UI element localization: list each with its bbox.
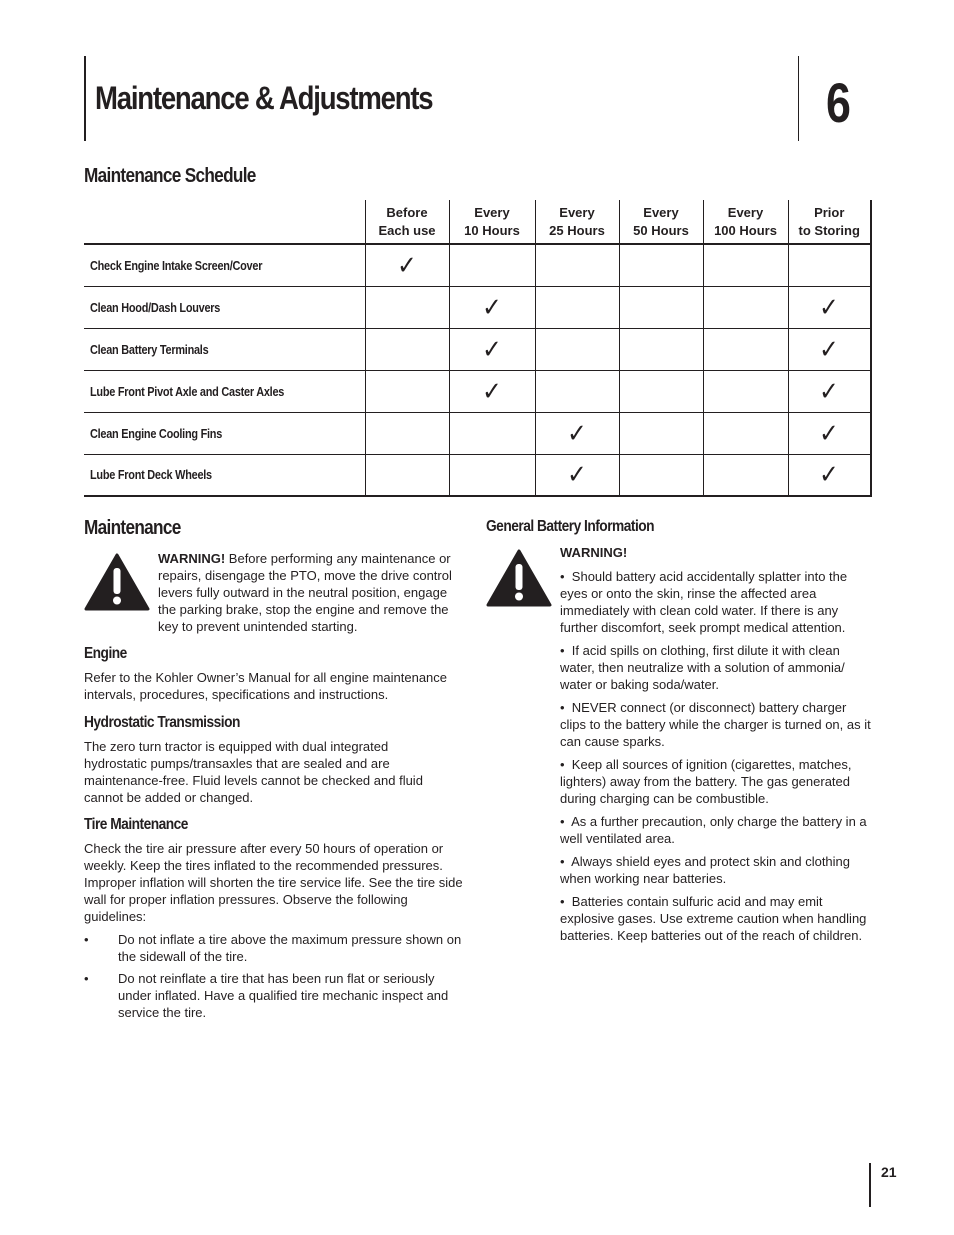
task-cell: Lube Front Deck Wheels bbox=[90, 467, 212, 483]
schedule-cell bbox=[449, 370, 535, 412]
bullet-icon: • bbox=[560, 894, 565, 909]
table-header-cell: Every 10 Hours bbox=[449, 200, 535, 244]
checkmark-icon: ✓ bbox=[819, 291, 840, 322]
footer-rule bbox=[869, 1163, 871, 1207]
schedule-cell bbox=[619, 412, 703, 454]
schedule-heading: Maintenance Schedule bbox=[84, 165, 256, 187]
bullet-icon: • bbox=[84, 971, 89, 986]
table-row bbox=[84, 244, 871, 286]
schedule-cell bbox=[365, 328, 449, 370]
list-item: • Should battery acid accidentally splatter into the eyes or onto the skin, rinse the affected area immediately with clean cold water. If there is any further discomfort, seek prompt medical attention. bbox=[560, 569, 848, 635]
schedule-cell bbox=[788, 412, 871, 454]
schedule-cell bbox=[535, 454, 619, 496]
bullet-icon: • bbox=[560, 757, 565, 772]
schedule-cell bbox=[703, 412, 788, 454]
table-row bbox=[84, 370, 871, 412]
table-header-row bbox=[84, 200, 871, 244]
schedule-cell bbox=[365, 244, 449, 286]
engine-heading: Engine bbox=[84, 645, 127, 662]
schedule-cell bbox=[788, 328, 871, 370]
schedule-cell bbox=[535, 328, 619, 370]
schedule-cell bbox=[703, 328, 788, 370]
task-cell: Lube Front Pivot Axle and Caster Axles bbox=[90, 383, 285, 399]
table-header-cell: Every 100 Hours bbox=[703, 200, 788, 244]
table-header-cell: Before Each use bbox=[365, 200, 449, 244]
list-item: • Do not inflate a tire above the maximum pressure shown on the sidewall of the tire. bbox=[84, 932, 462, 964]
schedule-cell bbox=[703, 370, 788, 412]
table-row bbox=[84, 286, 871, 328]
schedule-cell bbox=[449, 286, 535, 328]
chapter-rule bbox=[798, 56, 799, 141]
warning-triangle-icon bbox=[84, 553, 150, 611]
schedule-cell bbox=[703, 244, 788, 286]
page-title: Maintenance & Adjustments bbox=[95, 80, 433, 116]
tire-text: Check the tire air pressure after every 50 hours of operation or weekly. Keep the tires inflated to the recommended pressures. Improper inflation will shorten the tire service life. See the tire side wall for proper inflation pressures. Observe the following guidelines: bbox=[84, 841, 463, 924]
task-cell: Check Engine Intake Screen/Cover bbox=[90, 257, 263, 273]
list-item: • Batteries contain sulfuric acid and may emit explosive gases. Use extreme caution when handling batteries. Keep batteries out of the reach of children. bbox=[560, 894, 867, 943]
schedule-cell bbox=[788, 244, 871, 286]
task-cell: Clean Battery Terminals bbox=[90, 341, 209, 357]
schedule-cell bbox=[788, 286, 871, 328]
schedule-cell bbox=[449, 412, 535, 454]
schedule-cell bbox=[365, 370, 449, 412]
bullet-icon: • bbox=[560, 814, 565, 829]
table-header-blank bbox=[84, 200, 365, 244]
checkmark-icon: ✓ bbox=[567, 459, 587, 490]
chapter-number: 6 bbox=[826, 71, 851, 134]
list-item: • If acid spills on clothing, first dilute it with clean water, then neutralize with a solution of ammonia/ water or baking soda/water. bbox=[560, 643, 845, 692]
list-item: • Always shield eyes and protect skin and clothing when working near batteries. bbox=[560, 854, 851, 886]
schedule-cell bbox=[535, 370, 619, 412]
schedule-cell bbox=[619, 328, 703, 370]
bullet-icon: • bbox=[560, 854, 565, 869]
checkmark-icon: ✓ bbox=[482, 375, 502, 406]
engine-text: Refer to the Kohler Owner’s Manual for all engine maintenance intervals, procedures, specifications and instructions. bbox=[84, 670, 448, 702]
checkmark-icon: ✓ bbox=[567, 417, 587, 448]
table-row bbox=[84, 412, 871, 454]
header-rule bbox=[84, 56, 86, 141]
schedule-cell bbox=[619, 286, 703, 328]
battery-heading: General Battery Information bbox=[486, 518, 655, 535]
schedule-cell bbox=[703, 286, 788, 328]
hydrostatic-heading: Hydrostatic Transmission bbox=[84, 714, 240, 731]
schedule-cell bbox=[788, 454, 871, 496]
table-row bbox=[84, 328, 871, 370]
checkmark-icon: ✓ bbox=[819, 375, 840, 406]
list-item: • As a further precaution, only charge the battery in a well ventilated area. bbox=[560, 814, 867, 846]
schedule-cell bbox=[365, 412, 449, 454]
schedule-cell bbox=[788, 370, 871, 412]
schedule-cell bbox=[535, 412, 619, 454]
list-item: • Do not reinflate a tire that has been run flat or seriously under inflated. Have a qualified tire mechanic inspect and service the tire. bbox=[84, 971, 449, 1020]
checkmark-icon: ✓ bbox=[482, 333, 502, 364]
list-item: • NEVER connect (or disconnect) battery charger clips to the battery while the charger is turned on, as it can cause sparks. bbox=[560, 700, 871, 749]
schedule-cell bbox=[449, 244, 535, 286]
checkmark-icon: ✓ bbox=[819, 459, 840, 490]
bullet-icon: • bbox=[84, 932, 89, 947]
schedule-cell bbox=[619, 370, 703, 412]
maintenance-warning bbox=[158, 550, 468, 635]
schedule-cell bbox=[619, 244, 703, 286]
table-header-cell: Every 50 Hours bbox=[619, 200, 703, 244]
maintenance-heading: Maintenance bbox=[84, 517, 181, 539]
hydrostatic-text: The zero turn tractor is equipped with dual integrated hydrostatic pumps/transaxles that are sealed and are maintenance-free. Fluid levels cannot be checked and fluid cannot be added or changed. bbox=[84, 739, 423, 805]
checkmark-icon: ✓ bbox=[819, 333, 840, 364]
table-row bbox=[84, 454, 871, 496]
battery-bullet-list bbox=[560, 568, 872, 950]
bullet-icon: • bbox=[560, 643, 565, 658]
schedule-cell bbox=[703, 454, 788, 496]
schedule-cell bbox=[365, 286, 449, 328]
warning-text: Before performing any maintenance or repairs, disengage the PTO, move the drive control levers fully outward in the neutral position, engage the parking brake, stop the engine and remove the key to prevent unintended starting. bbox=[158, 551, 452, 634]
table-header-cell: Every 25 Hours bbox=[535, 200, 619, 244]
page-number: 21 bbox=[881, 1164, 897, 1180]
schedule-cell bbox=[535, 286, 619, 328]
list-item: • Keep all sources of ignition (cigarettes, matches, lighters) away from the battery. The gas generated during charging can be combustible. bbox=[560, 757, 852, 806]
tire-heading: Tire Maintenance bbox=[84, 816, 188, 833]
schedule-cell bbox=[365, 454, 449, 496]
battery-warning-label: WARNING! bbox=[560, 545, 628, 560]
table-header-cell: Prior to Storing bbox=[788, 200, 871, 244]
task-cell: Clean Engine Cooling Fins bbox=[90, 425, 223, 441]
warning-label: WARNING! bbox=[158, 551, 226, 566]
bullet-icon: • bbox=[560, 569, 565, 584]
checkmark-icon: ✓ bbox=[819, 417, 840, 448]
schedule-cell bbox=[619, 454, 703, 496]
maintenance-schedule-table bbox=[84, 200, 872, 497]
schedule-cell bbox=[535, 244, 619, 286]
task-cell: Clean Hood/Dash Louvers bbox=[90, 299, 221, 315]
checkmark-icon: ✓ bbox=[397, 249, 417, 280]
bullet-icon: • bbox=[560, 700, 565, 715]
warning-triangle-icon bbox=[486, 549, 552, 607]
schedule-cell bbox=[449, 454, 535, 496]
schedule-cell bbox=[449, 328, 535, 370]
checkmark-icon: ✓ bbox=[482, 291, 502, 322]
